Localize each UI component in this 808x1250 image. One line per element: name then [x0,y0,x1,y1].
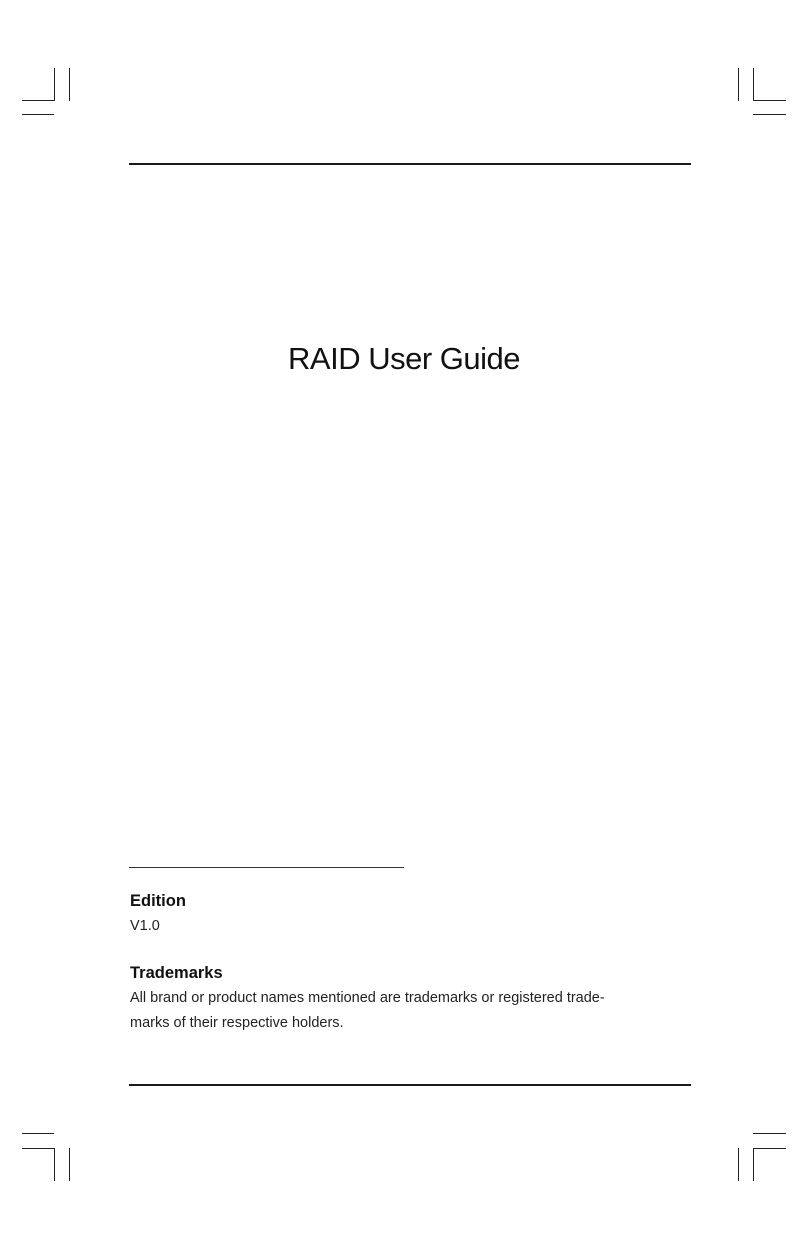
crop-mark-bottom-left-horizontal-1 [22,1133,54,1134]
trademarks-text [130,986,605,1036]
crop-mark-bottom-right-vertical-1 [738,1148,739,1181]
crop-mark-top-left-vertical-1 [54,68,55,101]
crop-mark-bottom-left-horizontal-2 [22,1148,54,1149]
trademarks-heading: Trademarks [130,964,223,982]
top-rule [129,163,691,165]
crop-mark-bottom-left-vertical-1 [54,1148,55,1181]
crop-mark-bottom-left-vertical-2 [69,1148,70,1181]
edition-heading: Edition [130,892,186,910]
trademarks-line: marks of their respective holders. [130,1015,344,1031]
document-title: RAID User Guide [288,341,520,376]
edition-value: V1.0 [130,918,160,934]
trademarks-line: All brand or product names mentioned are trademarks or registered trade- [130,990,605,1006]
crop-mark-top-right-vertical-2 [753,68,754,101]
crop-mark-top-right-horizontal-1 [753,100,786,101]
crop-mark-bottom-right-vertical-2 [753,1148,754,1181]
crop-mark-bottom-right-horizontal-2 [753,1148,786,1149]
section-divider [129,867,404,868]
crop-mark-top-left-horizontal-1 [22,100,54,101]
crop-mark-top-left-horizontal-2 [22,114,54,115]
crop-mark-top-left-vertical-2 [69,68,70,101]
crop-mark-top-right-horizontal-2 [753,114,786,115]
crop-mark-bottom-right-horizontal-1 [753,1133,786,1134]
crop-mark-top-right-vertical-1 [738,68,739,101]
bottom-rule [129,1084,691,1086]
